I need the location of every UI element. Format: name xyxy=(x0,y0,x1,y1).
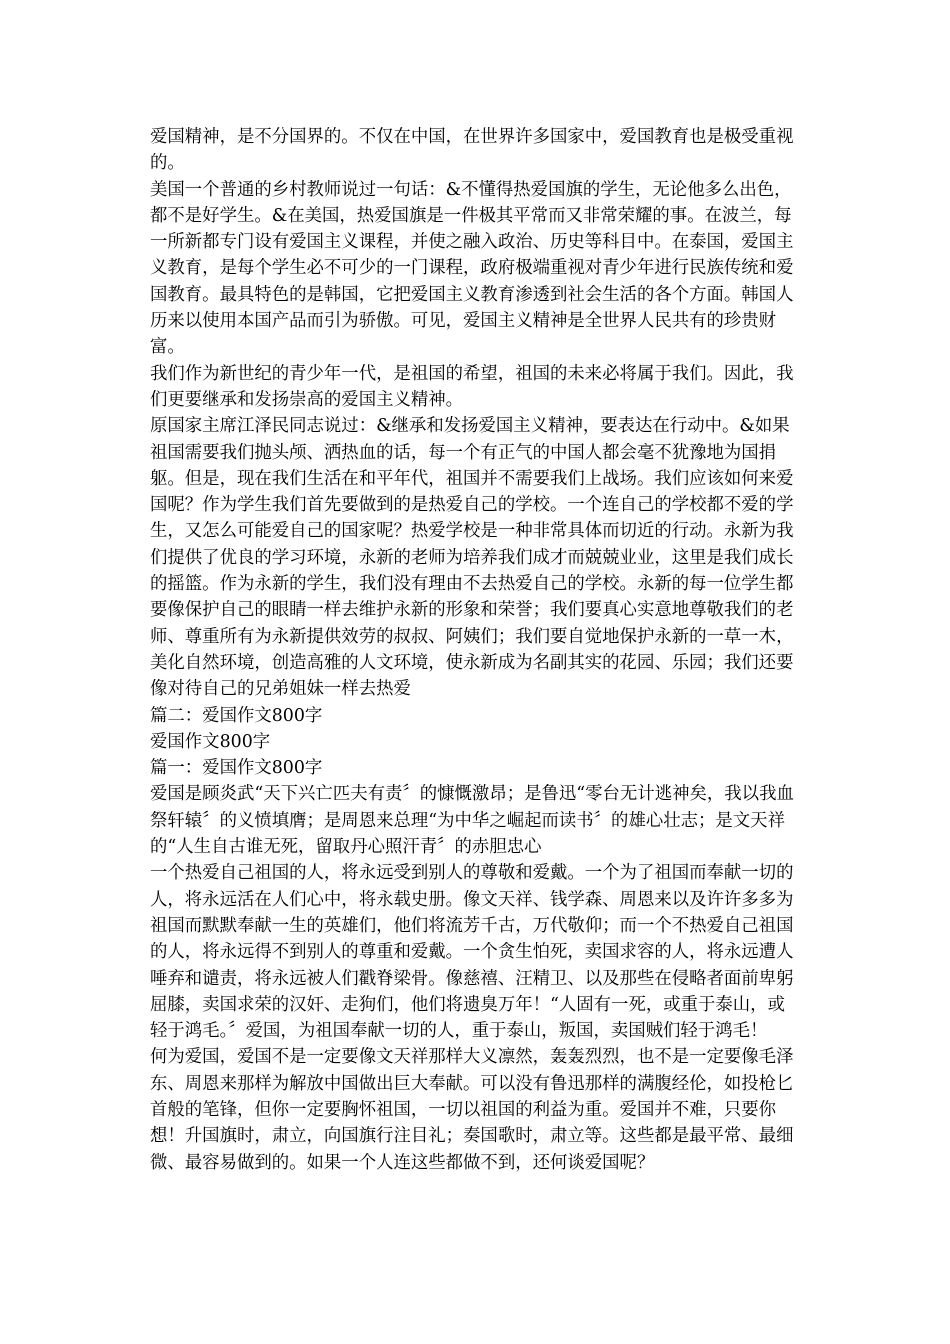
section-heading-2: 篇二：爱国作文800字 xyxy=(150,705,323,726)
paragraph-3: 我们作为新世纪的青少年一代，是祖国的希望，祖国的未来必将属于我们。因此，我们更要继承和发扬崇高的爱国主义精神。 xyxy=(150,363,794,410)
essay-title: 爱国作文800字 xyxy=(150,731,271,752)
paragraph-5: 爱国是顾炎武“天下兴亡匹夫有责〞的慷慨激昂；是鲁迅“零台无计逃神矣，我以我血祭轩辕〞的义愤填膺；是周恩来总理“为中华之崛起而读书〞的雄心壮志；是文天祥的“人生自古谁无死，留取丹心照汗青〞的赤胆忠心 xyxy=(150,784,794,858)
paragraph-2: 美国一个普通的乡村教师说过一句话：&不懂得热爱国旗的学生，无论他多么出色，都不是好学生。&在美国，热爱国旗是一件极其平常而又非常荣耀的事。在波兰，每一所新都专门设有爱国主义课程，并使之融入政治、历史等科目中。在泰国，爱国主义教育，是每个学生必不可少的一门课程，政府极端重视对青少年进行民族传统和爱国教育。最具特色的是韩国，它把爱国主义教育渗透到社会生活的各个方面。韩国人历来以使用本国产品而引为骄傲。可见，爱国主义精神是全世界人民共有的珍贵财富。 xyxy=(150,179,794,358)
document-body xyxy=(150,124,802,1176)
paragraph-1: 爱国精神，是不分国界的。不仅在中国，在世界许多国家中，爱国教育也是极受重视的。 xyxy=(150,127,794,174)
section-heading-1: 篇一：爱国作文800字 xyxy=(150,758,323,779)
paragraph-4: 原国家主席江泽民同志说过：&继承和发扬爱国主义精神，要表达在行动中。&如果祖国需要我们抛头颅、洒热血的话，每一个有正气的中国人都会毫不犹豫地为国捐躯。但是，现在我们生活在和平年代，祖国并不需要我们上战场。我们应该如何来爱国呢？作为学生我们首先要做到的是热爱自己的学校。一个连自己的学校都不爱的学生，又怎么可能爱自己的国家呢？热爱学校是一种非常具体而切近的行动。永新为我们提供了优良的学习环境，永新的老师为培养我们成才而兢兢业业，这里是我们成长的摇篮。作为永新的学生，我们没有理由不去热爱自己的学校。永新的每一位学生都要像保护自己的眼睛一样去维护永新的形象和荣誉；我们要真心实意地尊敬我们的老师、尊重所有为永新提供效劳的叔叔、阿姨们；我们要自觉地保护永新的一草一木，美化自然环境，创造高雅的人文环境，使永新成为名副其实的花园、乐园；我们还要像对待自己的兄弟姐妹一样去热爱 xyxy=(150,416,794,700)
paragraph-6: 一个热爱自己祖国的人，将永远受到别人的尊敬和爱戴。一个为了祖国而奉献一切的人，将永远活在人们心中，将永载史册。像文天祥、钱学森、周恩来以及许许多多为祖国而默默奉献一生的英雄们，他们将流芳千古，万代敬仰；而一个不热爱自己祖国的人，将永远得不到别人的尊重和爱戴。一个贪生怕死，卖国求容的人，将永远遭人唾弃和谴责，将永远被人们戳脊梁骨。像慈禧、汪精卫、以及那些在侵略者面前卑躬屈膝，卖国求荣的汉奸、走狗们，他们将遗臭万年！“人固有一死，或重于泰山，或轻于鸿毛。〞爱国，为祖国奉献一切的人，重于泰山，叛国，卖国贼们轻于鸿毛！ xyxy=(150,863,794,1042)
paragraph-7: 何为爱国，爱国不是一定要像文天祥那样大义凛然，轰轰烈烈，也不是一定要像毛泽东、周恩来那样为解放中国做出巨大奉献。可以没有鲁迅那样的满腹经伦，如投枪匕首般的笔锋，但你一定要胸怀祖国，一切以祖国的利益为重。爱国并不难，只要你想！升国旗时，肃立，向国旗行注目礼；奏国歌时，肃立等。这些都是最平常、最细微、最容易做到的。如果一个人连这些都做不到，还何谈爱国呢？ xyxy=(150,1047,794,1173)
